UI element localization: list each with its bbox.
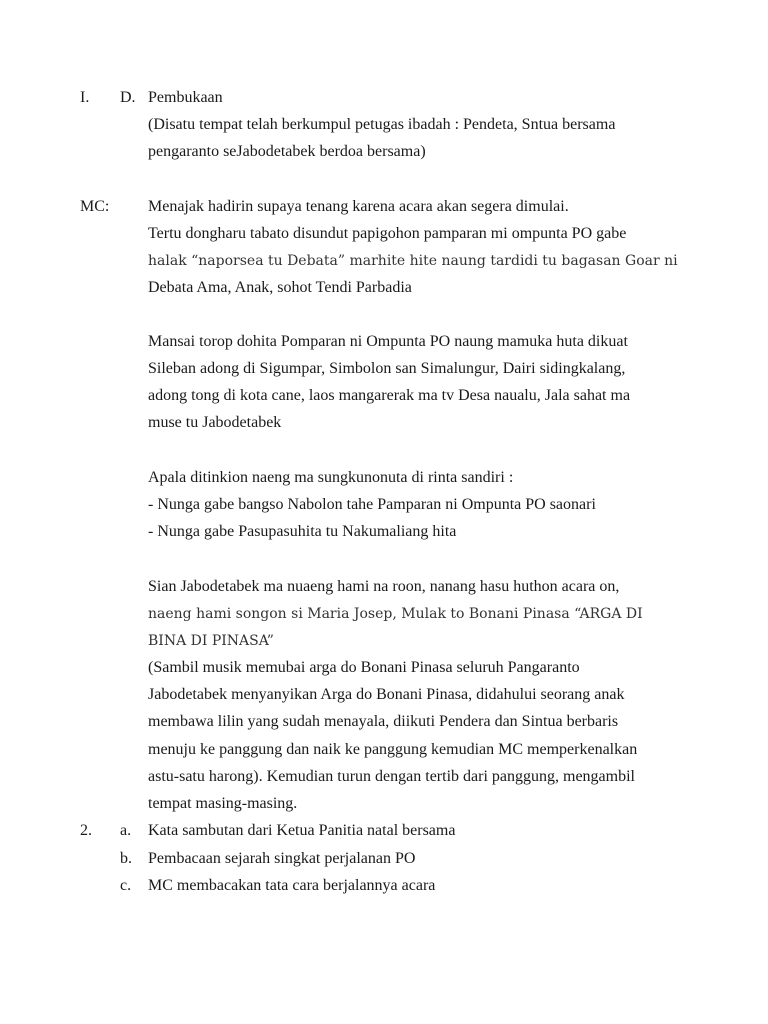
mc-paragraph-2-line: Mansai torop dohita Pomparan ni Ompunta PO naung mamuka huta dikuat [148, 333, 628, 350]
mc-paragraph-1-line: Debata Ama, Anak, sohot Tendi Parbadia [148, 279, 412, 296]
mc-stage-direction-line: tempat masing-masing. [148, 795, 298, 812]
mc-paragraph-3-line: Apala ditinkion naeng ma sungkunonuta di rinta sandiri : [148, 469, 514, 486]
mc-stage-direction-line: (Sambil musik memubai arga do Bonani Pinasa seluruh Pangaranto [148, 659, 580, 676]
mc-stage-direction-line: astu-satu harong). Kemudian turun dengan tertib dari panggung, mengambil [148, 768, 635, 785]
mc-bullet-line: - Nunga gabe Pasupasuhita tu Nakumaliang hita [148, 523, 457, 540]
mc-stage-direction-line: Jabodetabek menyanyikan Arga do Bonani Pinasa, didahului seorang anak [148, 686, 625, 703]
mc-paragraph-2-line: Sileban adong di Sigumpar, Simbolon san Simalungur, Dairi sidingkalang, [148, 360, 626, 377]
mc-bullet-line: - Nunga gabe bangso Nabolon tahe Pamparan ni Ompunta PO saonari [148, 496, 596, 513]
section-2-item-letter: b. [120, 850, 132, 867]
section-2-item-letter: a. [120, 822, 132, 839]
mc-paragraph-4-line: Sian Jabodetabek ma nuaeng hami na roon, nanang hasu huthon acara on, [148, 578, 620, 595]
mc-paragraph-1-line: Tertu dongharu tabato disundut papigohon pamparan mi ompunta PO gabe [148, 225, 627, 242]
section-1-note-line: pengaranto seJabodetabek berdoa bersama) [148, 143, 426, 160]
mc-stage-direction-line: menuju ke panggung dan naik ke panggung kemudian MC memperkenalkan [148, 741, 638, 758]
mc-paragraph-1-line: Menajak hadirin supaya tenang karena acara akan segera dimulai. [148, 198, 569, 215]
section-2-number: 2. [80, 822, 92, 839]
section-2-item-text: Kata sambutan dari Ketua Panitia natal bersama [148, 822, 456, 839]
mc-paragraph-2-line: adong tong di kota cane, laos mangarerak ma tv Desa naualu, Jala sahat ma [148, 387, 631, 404]
section-1-letter: D. [120, 89, 136, 106]
mc-paragraph-1-line: halak “naporsea tu Debata” marhite hite naung tardidi tu bagasan Goar ni [148, 253, 678, 269]
section-1-title: Pembukaan [148, 89, 223, 106]
section-1-note-line: (Disatu tempat telah berkumpul petugas ibadah : Pendeta, Sntua bersama [148, 116, 616, 133]
section-1-number: I. [80, 89, 90, 106]
section-2-item-letter: c. [120, 877, 132, 894]
mc-stage-direction-line: membawa lilin yang sudah menayala, diikuti Pendera dan Sintua berbaris [148, 713, 619, 730]
mc-paragraph-2-line: muse tu Jabodetabek [148, 414, 282, 431]
mc-paragraph-4-line: naeng hami songon si Maria Josep, Mulak to Bonani Pinasa “ARGA DI [148, 606, 643, 622]
mc-paragraph-4-line: BINA DI PINASA” [148, 633, 274, 649]
mc-label: MC: [80, 198, 110, 215]
section-2-item-text: Pembacaan sejarah singkat perjalanan PO [148, 850, 416, 867]
section-2-item-text: MC membacakan tata cara berjalannya acara [148, 877, 436, 894]
